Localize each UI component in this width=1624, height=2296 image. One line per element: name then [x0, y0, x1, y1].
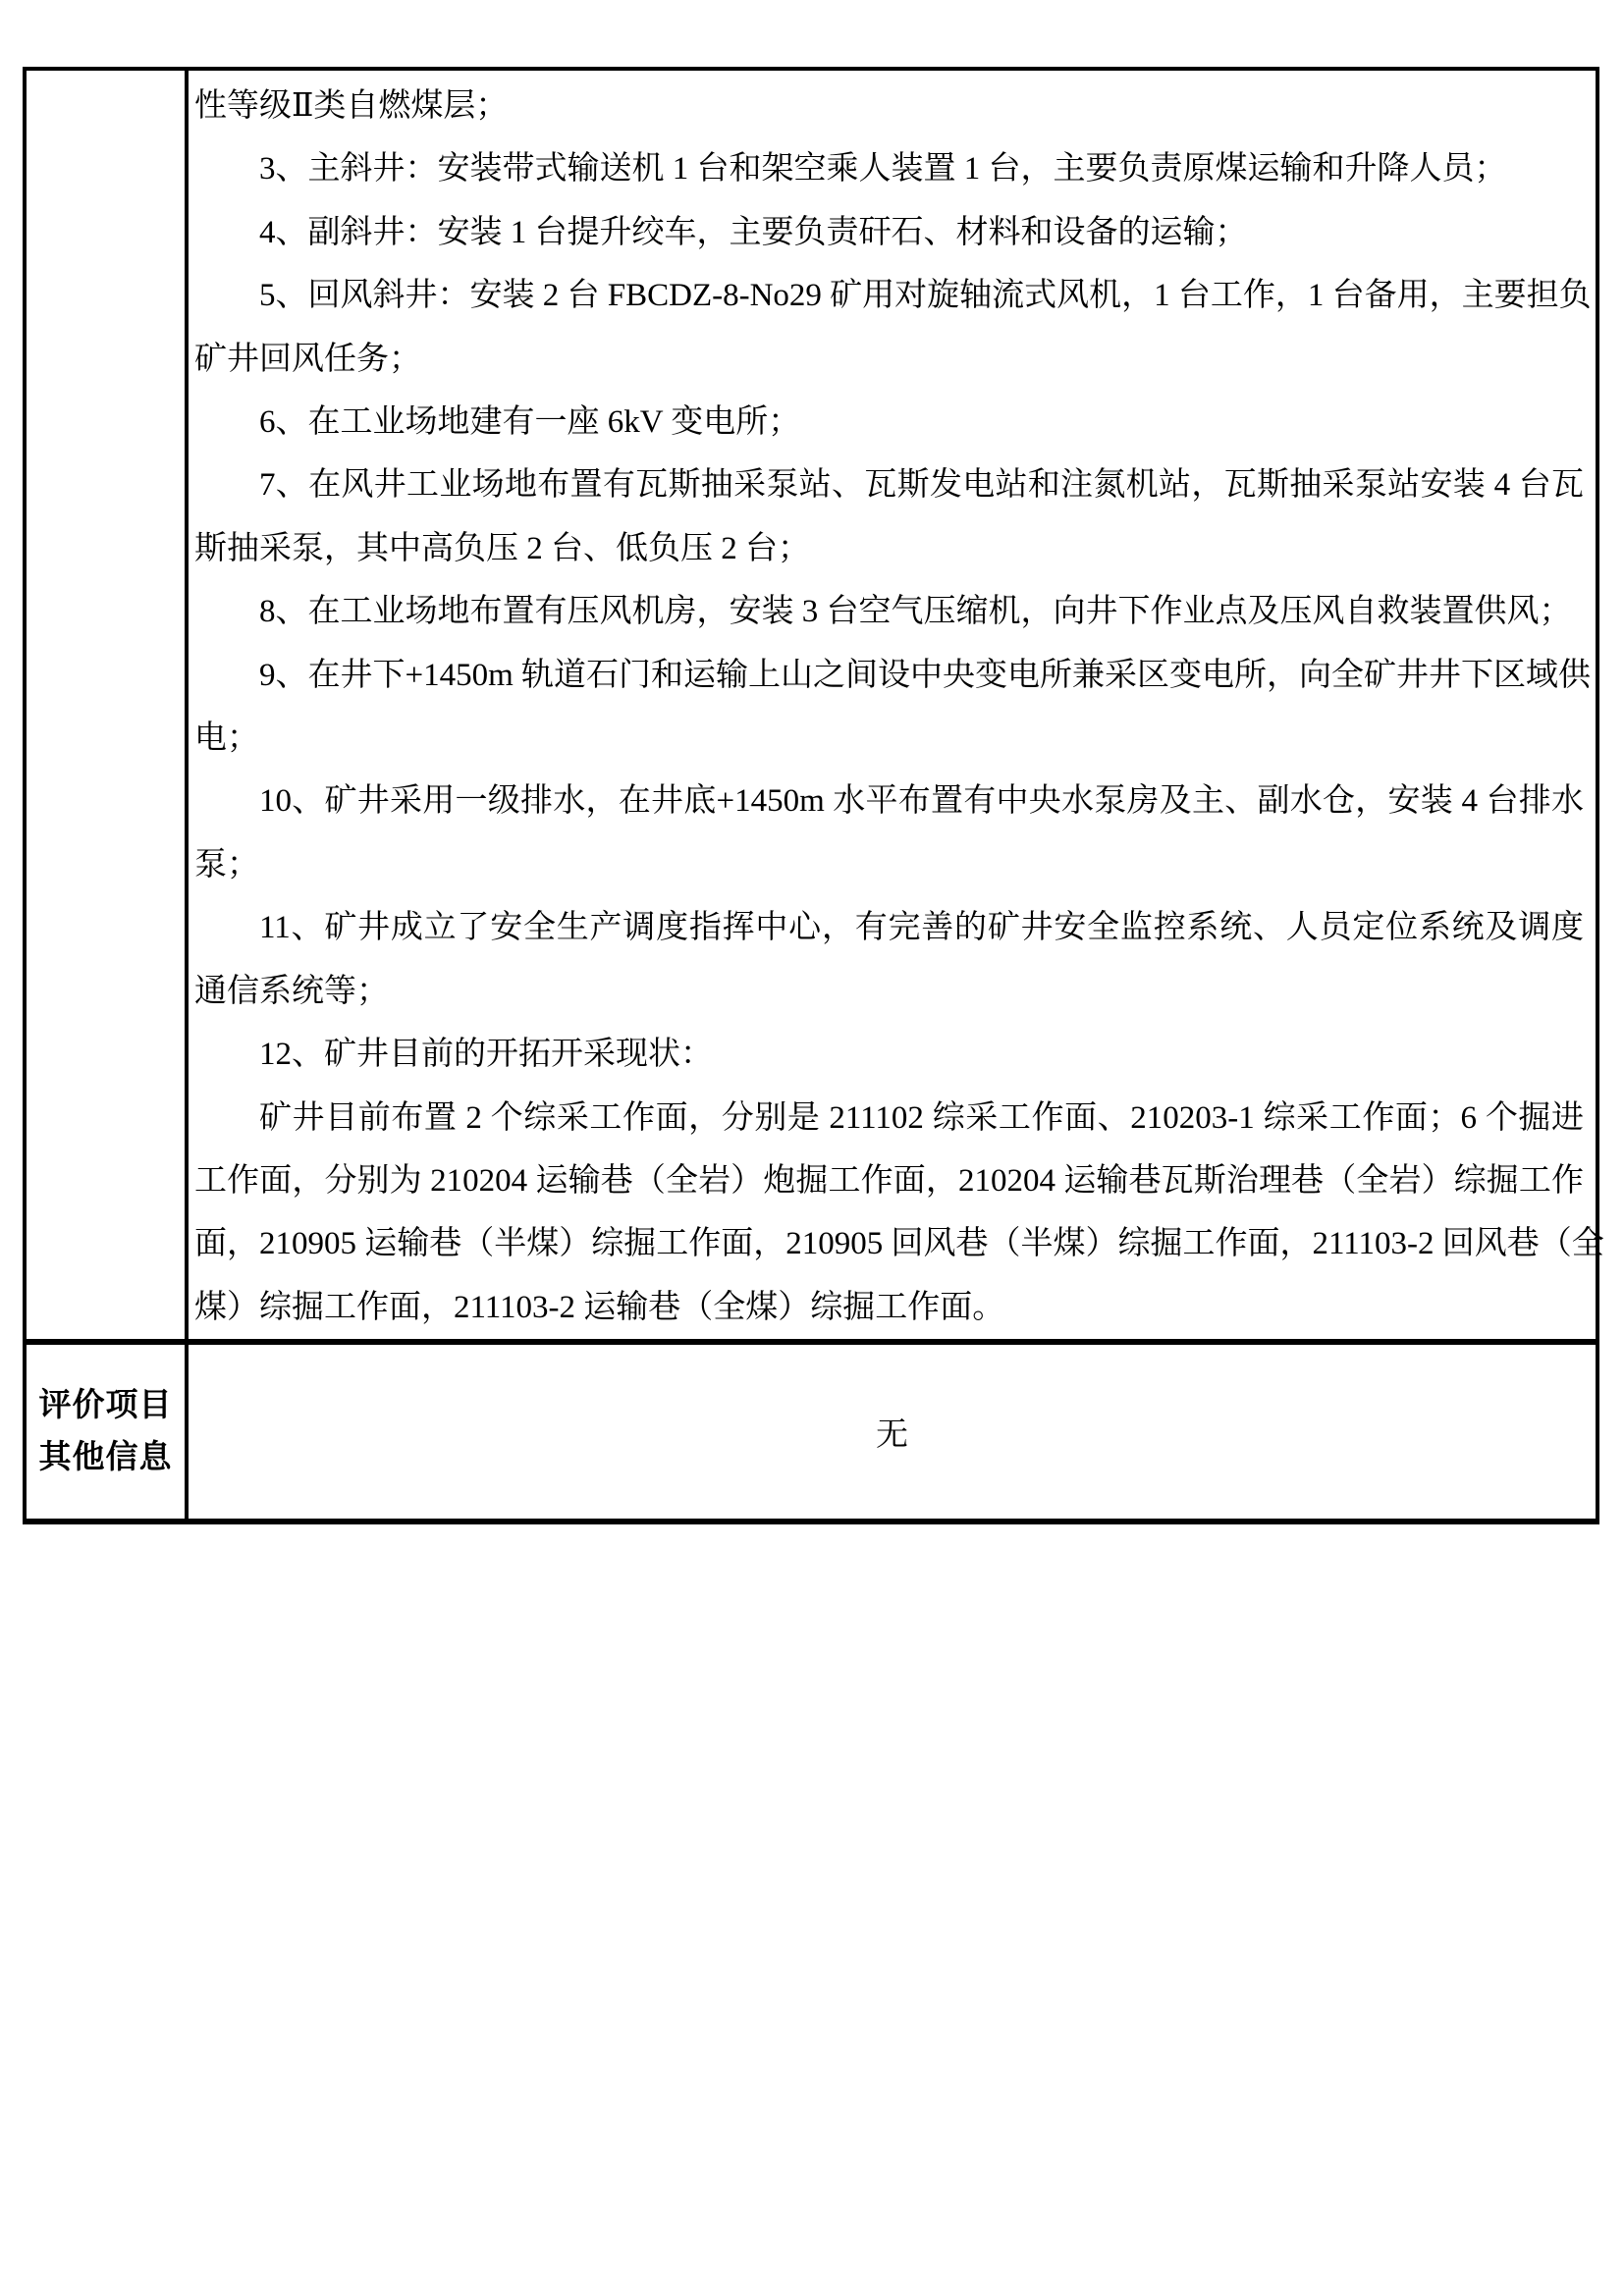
text-line: 泵； [194, 846, 259, 882]
text-line: 斯抽采泵，其中高负压 2 台、低负压 2 台； [194, 530, 810, 566]
text-line: 10、矿井采用一级排水，在井底+1450m 水平布置有中央水泵房及主、副水仓，安装 4 台排水 [259, 783, 1584, 820]
text-line: 通信系统等； [194, 973, 389, 1009]
text-line: 电； [194, 721, 259, 757]
text-line: 3、主斜井：安装带式输送机 1 台和架空乘人装置 1 台，主要负责原煤运输和升降人员； [259, 151, 1507, 187]
text-line: 12、矿井目前的开拓开采现状： [259, 1037, 713, 1073]
text-line: 性等级Ⅱ类自燃煤层； [194, 88, 509, 124]
text-line: 煤）综掘工作面，211103-2 运输巷（全煤）综掘工作面。 [194, 1289, 1005, 1325]
text-line: 7、在风井工业场地布置有瓦斯抽采泵站、瓦斯发电站和注氮机站，瓦斯抽采泵站安装 4 台瓦 [259, 467, 1584, 504]
text-line: 面，210905 运输巷（半煤）综掘工作面，210905 回风巷（半煤）综掘工作面，211103-2 回风巷（全 [194, 1226, 1604, 1262]
text-line: 6、在工业场地建有一座 6kV 变电所； [259, 404, 801, 441]
text-line: 9、在井下+1450m 轨道石门和运输上山之间设中央变电所兼采区变电所，向全矿井井下区域供 [259, 657, 1592, 693]
text-line: 11、矿井成立了安全生产调度指挥中心，有完善的矿井安全监控系统、人员定位系统及调度 [259, 910, 1584, 946]
other-info-label-line-1: 评价项目 [38, 1387, 173, 1423]
table-row-content [27, 71, 1604, 1339]
text-line: 矿井目前布置 2 个综采工作面，分别是 211102 综采工作面、210203-1 综采工作面；6 个掘进 [259, 1099, 1584, 1136]
text-line: 4、副斜井：安装 1 台提升绞车，主要负责矸石、材料和设备的运输； [259, 214, 1248, 250]
content-row-text-cell [189, 71, 1604, 1339]
text-line: 5、回风斜井：安装 2 台 FBCDZ-8-No29 矿用对旋轴流式风机，1 台工作，1 台备用，主要担负 [259, 278, 1592, 314]
other-info-value-cell [189, 1345, 1596, 1519]
other-info-value: 无 [876, 1417, 908, 1453]
text-line: 8、在工业场地布置有压风机房，安装 3 台空气压缩机，向井下作业点及压风自救装置供风； [259, 594, 1572, 630]
other-info-label-line-2: 其他信息 [38, 1439, 173, 1475]
evaluation-table [23, 67, 1604, 1524]
text-line: 工作面，分别为 210204 运输巷（全岩）炮掘工作面，210204 运输巷瓦斯治理巷（全岩）综掘工作 [194, 1162, 1584, 1199]
table-row-other-info [27, 1339, 1596, 1519]
text-line: 矿井回风任务； [194, 341, 421, 377]
other-info-label-cell [27, 1345, 189, 1519]
content-row-label-cell [27, 71, 189, 1339]
